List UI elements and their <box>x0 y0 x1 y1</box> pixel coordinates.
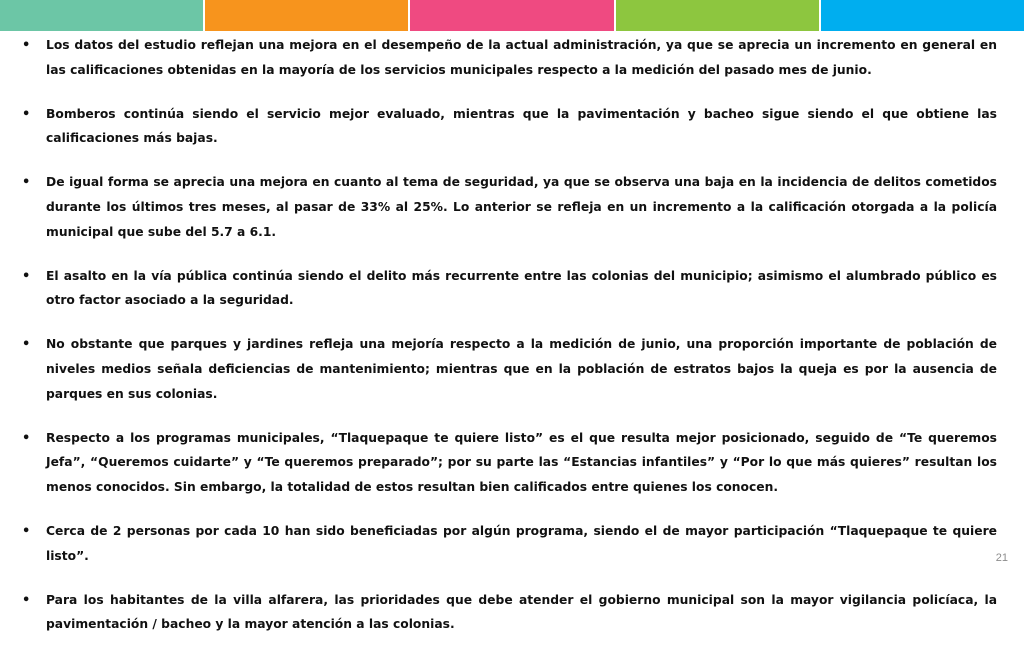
bullet-icon: • <box>22 106 31 122</box>
finding-text: Bomberos continúa siendo el servicio mejor evaluado, mientras que la pavimentación y bacheo sigue siendo el que obtiene las calificaciones más bajas. <box>46 106 997 146</box>
bullet-icon: • <box>22 592 31 608</box>
list-item <box>22 588 997 637</box>
page-number: 21 <box>995 552 1008 564</box>
color-band-blue <box>821 0 1024 31</box>
finding-text: Los datos del estudio reflejan una mejora en el desempeño de la actual administración, ya que se aprecia un incremento en general en las calificaciones obtenidas en la mayoría de los servicios municipales respecto a la medición del pasado mes de junio. <box>46 38 997 77</box>
finding-text: Cerca de 2 personas por cada 10 han sido beneficiadas por algún programa, siendo el de mayor participación “Tlaquepaque te quiere listo”. <box>46 523 997 563</box>
list-item <box>22 33 997 82</box>
color-band-teal <box>0 0 203 31</box>
list-item <box>22 264 997 313</box>
list-item <box>22 170 997 244</box>
bullet-icon: • <box>22 38 31 53</box>
bullet-icon: • <box>22 430 31 446</box>
finding-text: El asalto en la vía pública continúa siendo el delito más recurrente entre las colonias del municipio; asimismo el alumbrado público es otro factor asociado a la seguridad. <box>46 268 997 308</box>
bullet-icon: • <box>22 337 31 353</box>
list-item <box>22 102 997 151</box>
finding-text: No obstante que parques y jardines refleja una mejoría respecto a la medición de junio, una proporción importante de población de niveles medios señala deficiencias de mantenimiento; mientras que en la población de estratos bajos la queja es por la ausencia de parques en sus colonias. <box>46 337 997 401</box>
list-item <box>22 519 997 568</box>
bullet-icon: • <box>22 175 31 191</box>
finding-text: De igual forma se aprecia una mejora en cuanto al tema de seguridad, ya que se observa una baja en la incidencia de delitos cometidos durante los últimos tres meses, al pasar de 33% al 25%. Lo anterior se refleja en un incremento a la calificación otorgada a la policía municipal que sube del 5.7 a 6.1. <box>46 175 997 239</box>
list-item <box>22 332 997 406</box>
finding-text: Respecto a los programas municipales, “Tlaquepaque te quiere listo” es el que resulta mejor posicionado, seguido de “Te queremos Jefa”, “Queremos cuidarte” y “Te queremos preparado”; por su parte las “Estancias infantiles” y “Por lo que más quieres” resultan los menos conocidos. Sin embargo, la totalidad de estos resultan bien calificados entre quienes los conocen. <box>46 430 997 494</box>
finding-text: Para los habitantes de la villa alfarera, las prioridades que debe atender el gobierno municipal son la mayor vigilancia policíaca, la pavimentación / bacheo y la mayor atención a las colonias. <box>46 592 997 632</box>
header-color-bar <box>0 0 1024 31</box>
bullet-icon: • <box>22 268 31 284</box>
color-band-pink <box>410 0 613 31</box>
color-band-green <box>616 0 819 31</box>
bullet-icon: • <box>22 523 31 539</box>
color-band-orange <box>205 0 408 31</box>
list-item <box>22 426 997 500</box>
slide-content <box>22 33 997 656</box>
findings-list <box>22 33 997 637</box>
